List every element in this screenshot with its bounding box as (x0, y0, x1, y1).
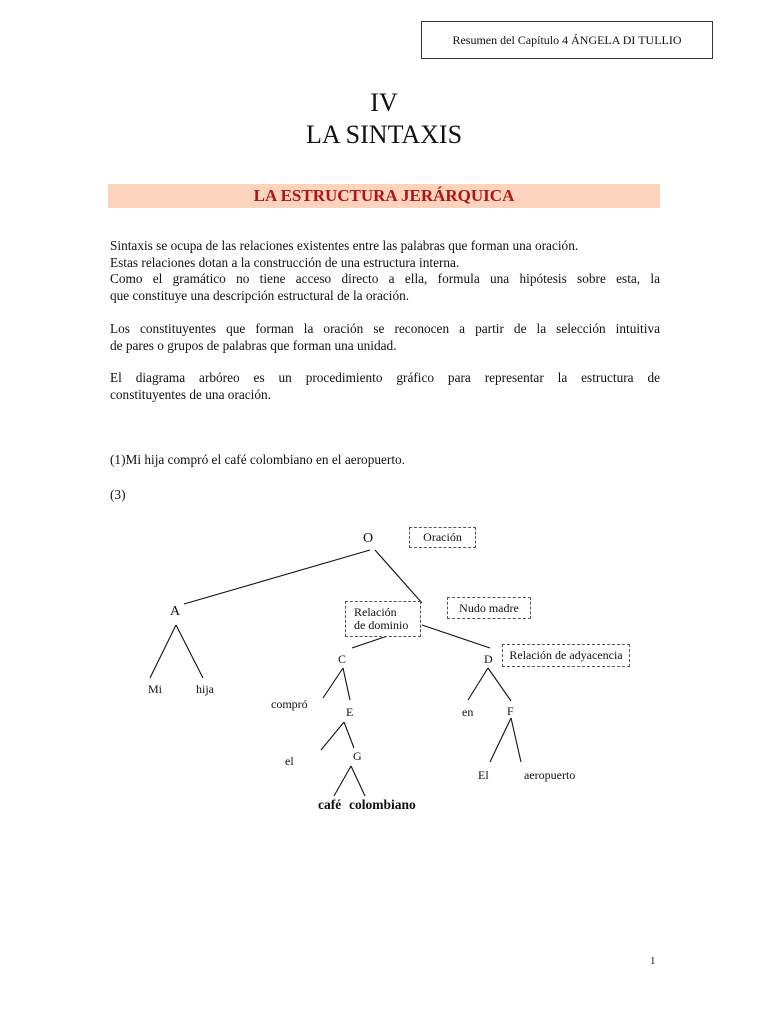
annotation-oracion-text: Oración (423, 530, 462, 544)
tree-leaf-cafe: café (318, 797, 342, 812)
tree-node-G: G (353, 749, 362, 763)
annotation-oracion (409, 527, 476, 548)
tree-node-F: F (507, 704, 514, 718)
paragraph-line: Los constituyentes que forman la oración se reconocen a partir de la selección intuitiva (110, 321, 660, 336)
annotation-nudo-madre-text: Nudo madre (459, 600, 519, 615)
tree-node-D: D (484, 652, 493, 666)
branch-A-mi (150, 625, 176, 678)
tree-leaf-el-2: El (478, 768, 489, 782)
chapter-number: IV (370, 88, 398, 117)
branch-C-E (343, 668, 350, 700)
tree-leaf-colombiano: colombiano (349, 797, 416, 812)
paragraph-line: Sintaxis se ocupa de las relaciones existentes entre las palabras que forman una oración. (110, 238, 579, 253)
branch-to-D (422, 625, 490, 648)
branch-O-right (375, 550, 422, 603)
branch-F-aeropuerto (511, 718, 521, 762)
tree-leaf-hija: hija (196, 682, 214, 696)
paragraph-line: que constituye una descripción estructural de la oración. (110, 287, 410, 303)
tree-leaf-en: en (462, 705, 474, 719)
annotation-relacion-dominio-line1: Relación (354, 605, 397, 619)
tree-node-A: A (170, 604, 181, 619)
tree-leaf-el: el (285, 754, 294, 768)
branch-G-colombiano (351, 766, 365, 796)
page-number: 1 (650, 955, 656, 967)
paragraph-line: Estas relaciones dotan a la construcción de una estructura interna. (110, 254, 460, 270)
branch-G-cafe (334, 766, 351, 796)
tree-leaf-mi: Mi (148, 682, 163, 696)
annotation-relacion-adyacencia-text: Relación de adyacencia (509, 648, 623, 662)
branch-C-compro (323, 668, 343, 698)
tree-node-O: O (363, 531, 374, 546)
tree-leaf-aeropuerto: aeropuerto (524, 768, 576, 782)
annotation-relacion-dominio (345, 601, 421, 637)
example-sentence: (1)Mi hija compró el café colombiano en el aeropuerto. (110, 452, 405, 467)
tree-node-C: C (338, 652, 347, 666)
branch-O-A (184, 550, 370, 604)
branch-E-el (321, 722, 344, 750)
paragraph-line: constituyentes de una oración. (110, 386, 271, 402)
running-header-text: Resumen del Capítulo 4 ÁNGELA DI TULLIO (452, 32, 682, 47)
section-heading: LA ESTRUCTURA JERÁRQUICA (253, 186, 515, 205)
annotation-relacion-adyacencia (502, 644, 630, 667)
paragraph-line: de pares o grupos de palabras que forman una unidad. (110, 337, 397, 353)
branch-D-en (468, 668, 488, 700)
annotation-nudo-madre (447, 597, 531, 619)
example-label: (3) (110, 487, 126, 502)
branch-A-hija (176, 625, 203, 678)
branch-D-F (488, 668, 511, 701)
annotation-relacion-dominio-line2: de dominio (354, 618, 409, 632)
chapter-title: LA SINTAXIS (305, 120, 463, 149)
paragraph-line: El diagrama arbóreo es un procedimiento gráfico para representar la estructura de (110, 370, 660, 385)
paragraph-line: Como el gramático no tiene acceso directo a ella, formula una hipótesis sobre esta, la (110, 271, 660, 286)
tree-leaf-compro: compró (271, 697, 308, 711)
branch-F-el (490, 718, 511, 762)
branch-E-G (344, 722, 354, 748)
tree-node-E: E (346, 705, 354, 719)
